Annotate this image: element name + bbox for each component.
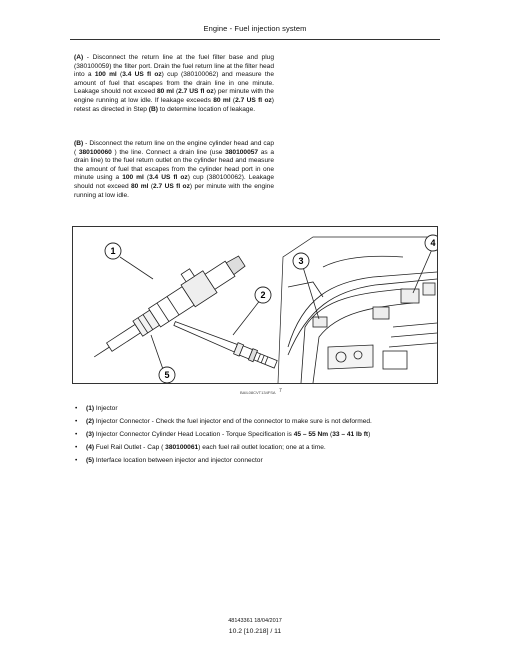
step-b-value-3: 100 ml — [122, 174, 144, 182]
step-a-text-2: ( — [116, 71, 123, 79]
step-a-text-5: ) per minute with the engine running at low idle. If leakage exceeds — [74, 88, 274, 104]
injector-figure — [72, 226, 438, 384]
callout-1-label: 1 — [110, 246, 116, 256]
step-b-value-1: 380100060 — [78, 148, 112, 156]
legend-item-1-label: (1) — [86, 405, 95, 412]
step-b-value-4: 3.4 US fl oz — [149, 174, 188, 182]
step-b-text-2: ) the line. Connect a drain line (use — [111, 148, 226, 156]
step-b-text-4: ( — [143, 174, 150, 182]
legend-item-2 — [72, 415, 452, 428]
footer-document-id: 48143361 18/04/2017 — [228, 618, 282, 624]
callout-4-label: 4 — [430, 238, 436, 248]
step-a-text-3: ) cup (380100062) and measure the amount of fuel that escapes from the drain line in one minute. Leakage should not exceed — [74, 71, 274, 96]
step-b-text-1: - Disconnect the return line on the engine cylinder head and cap ( — [74, 140, 274, 156]
legend-bullet: • — [75, 431, 78, 438]
legend-item-4-text-2: ) each fuel rail outlet location; one at a time. — [198, 444, 326, 451]
callout-2-label: 2 — [260, 290, 266, 300]
callout-5-label: 5 — [164, 370, 170, 380]
step-b-text-5: ) cup (380100062). Leakage should not exceed — [74, 174, 275, 190]
header-rule — [70, 39, 440, 40]
step-b-value-6: 2.7 US fl oz — [153, 182, 190, 190]
legend-item-5-label: (5) — [86, 457, 95, 464]
injector-drawing — [82, 243, 249, 368]
legend-item-5-text: Interface location between injector and injector connector — [94, 457, 263, 464]
legend-item-3-torque-lbft: 33 – 41 lb ft — [332, 431, 369, 438]
legend-item-3 — [72, 428, 452, 441]
step-a-text-8: to determine location of leakage. — [157, 105, 256, 113]
step-b-text-7: ) per minute with the engine running at low idle. — [74, 182, 275, 199]
step-a-value-5: 80 ml — [213, 96, 231, 104]
injector-illustration — [73, 227, 437, 383]
legend-item-3-text-2: ( — [328, 431, 333, 438]
legend-item-4-text: Fuel Rail Outlet - Cap ( — [94, 444, 166, 451]
step-b-paragraph — [74, 140, 274, 200]
legend-bullet: • — [75, 418, 78, 425]
step-b-value-2: 380100057 — [225, 148, 259, 156]
legend-item-1 — [72, 402, 452, 415]
callout-1-leader — [120, 257, 153, 279]
callout-3-label: 3 — [298, 256, 304, 266]
legend-item-3-torque-nm: 45 – 55 Nm — [293, 431, 329, 438]
legend-bullet: • — [75, 405, 78, 412]
step-b-label: (B) — [74, 140, 84, 147]
step-a-text-1: - Disconnect the return line at the fuel filter base and plug (380100059) the filter port. Drain the fuel return line at the filter head into a — [74, 54, 274, 79]
legend-item-2-text: Injector Connector - Check the fuel injector end of the connector to make sure is not deformed. — [94, 418, 372, 425]
step-a-value-2: 3.4 US fl oz — [122, 71, 162, 79]
step-a-text-6: ( — [230, 96, 236, 104]
legend-item-3-label: (3) — [86, 431, 95, 438]
step-a-value-7: (B) — [148, 105, 158, 113]
step-a-value-6: 2.7 US fl oz — [235, 96, 272, 104]
callout-2-leader — [233, 299, 261, 335]
step-a-value-4: 2.7 US fl oz — [178, 88, 214, 96]
legend-bullet: • — [75, 457, 78, 464]
step-a-text-7: ) retest as directed in Step — [74, 96, 274, 113]
page-header-title: Engine - Fuel injection system — [203, 24, 307, 33]
figure-code: BAIL08CVT134FSA — [240, 390, 276, 395]
legend-item-5 — [72, 454, 452, 467]
injector-connector-drawing — [172, 318, 278, 370]
step-a-text-4: ( — [174, 88, 179, 96]
legend-item-2-label: (2) — [86, 418, 95, 425]
step-b-text-3: as a drain line) to the fuel return outlet on the cylinder head and measure the amount of fuel that escapes from the cylinder head port in one minute using a — [74, 148, 274, 182]
figure-number: 7 — [279, 388, 282, 394]
legend-list — [72, 402, 452, 467]
legend-item-3-text-3: ) — [368, 431, 371, 438]
step-a-value-3: 80 ml — [157, 88, 174, 96]
legend-item-4-part-number: 380100061 — [165, 444, 199, 451]
step-b-value-5: 80 ml — [131, 182, 149, 190]
legend-item-4 — [72, 441, 452, 454]
step-a-paragraph — [74, 54, 274, 114]
step-a-label: (A) — [74, 54, 84, 61]
legend-item-4-label: (4) — [86, 444, 95, 451]
step-b-text-6: ( — [148, 182, 154, 190]
footer-page-number: 10.2 [10.218] / 11 — [228, 628, 282, 635]
step-a-value-1: 100 ml — [94, 71, 117, 79]
legend-item-1-text: Injector — [94, 405, 118, 412]
legend-bullet: • — [75, 444, 78, 451]
legend-item-3-text: Injector Connector Cylinder Head Location - Torque Specification is — [94, 431, 294, 438]
